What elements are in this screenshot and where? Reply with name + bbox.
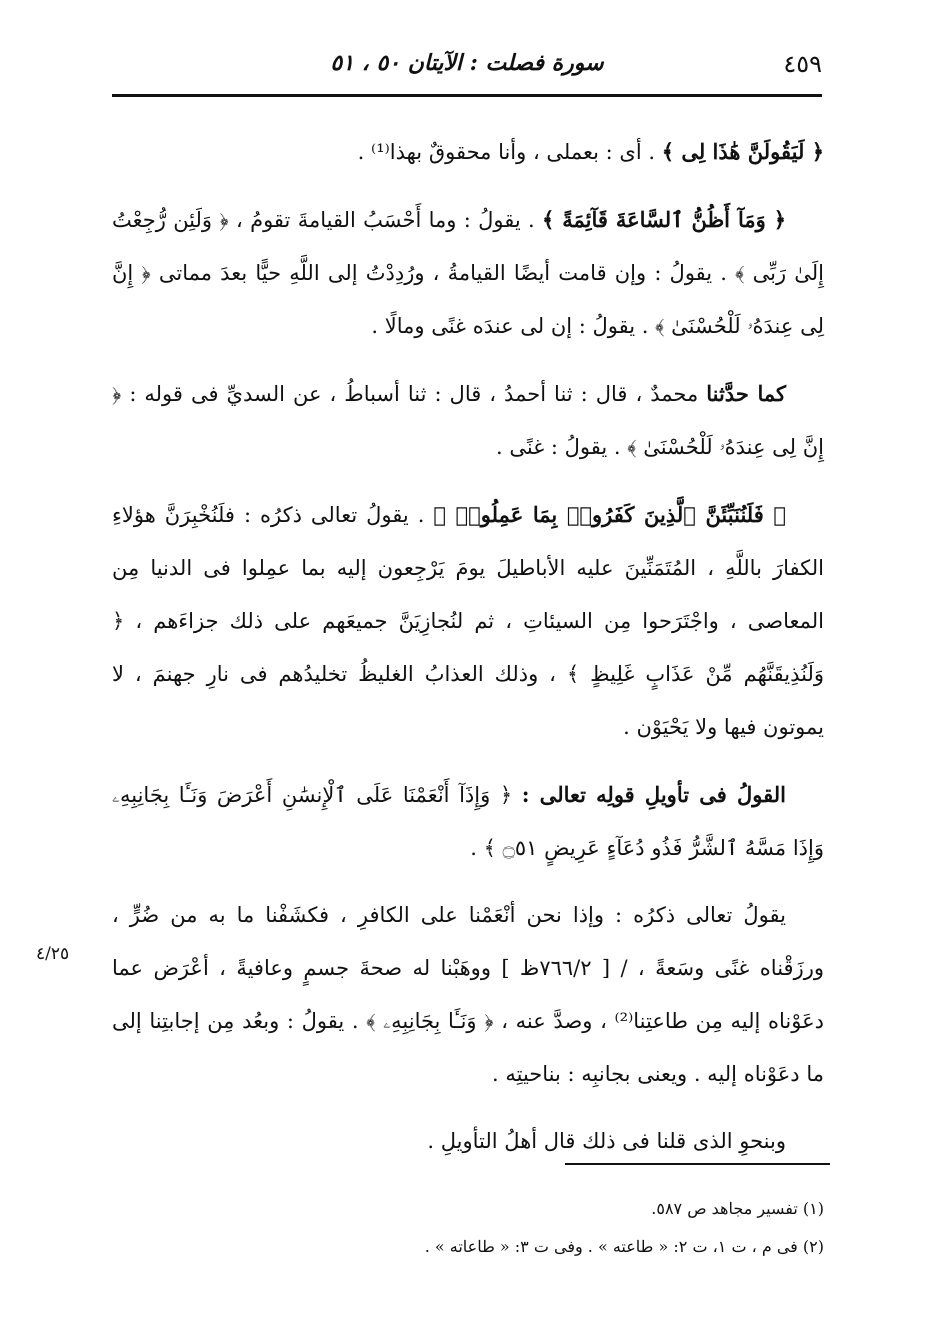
- paragraph-lead: كما حدَّثنا: [706, 381, 786, 406]
- paragraph-text: وبنحوِ الذى قلنا فى ذلك قال أهلُ التأويلِ .: [427, 1129, 786, 1153]
- margin-reference: ٤/٢٥: [36, 944, 70, 964]
- section-heading: القولُ فى تأويلِ قولِه تعالى :: [521, 782, 787, 807]
- footnote: (٢) فى م ، ت ١، ت ٢: « طاعته » . وفى ت ٣: « طاعاته » .: [424, 1237, 824, 1256]
- paragraph-text: . يقولُ تعالى ذكرُه : فلَنُخْبِرَنَّ هؤلاءِ الكفارَ باللَّهِ ، المُتَمَنِّينَ عليه الأباطيلَ يومَ يَرْجِعون إليه بما عمِلوا فى الدنيا مِن المعاصى ، واجْتَرَحوا مِن السيئاتِ ، ثم لنُجازِيَنَّ جميعَهم على ذلك جزاءَهم ، ﴿ وَلَنُذِيقَنَّهُم مِّنْ عَذَابٍ غَلِيظٍ ﴾ ، وذلك العذابُ الغليظُ تخليدُهم فى نارِ جهنمَ ، لا يموتون فيها ولا يَحْيَوْن .: [112, 503, 824, 739]
- paragraph-text: يقولُ تعالى ذكرُه : وإذا نحن أنْعَمْنا على الكافرِ ، فكشَفْنا ما به من ضُرٍّ ، ورزَقْناه غنًى وسَعةً ، / [ ٧٦٦/٢ظ ] ووهَبْنا له صحةَ جسمٍ وعافيةً ، أعْرَض عما دعَوْناه إليه مِن طاعتِنا⁽²⁾ ، وصدَّ عنه ، ﴿ وَنَـَٔا بِجَانِبِهِۦ ﴾ . يقولُ : وبعُد مِن إجابتِنا إلى ما دعَوْناه إليه . ويعنى بجانبِه : بناحيتِه .: [112, 903, 824, 1086]
- paragraph-text: . أى : بعملى ، وأنا محقوقٌ بهذا⁽¹⁾ .: [357, 140, 662, 164]
- paragraph: [112, 193, 824, 353]
- paragraph: [112, 488, 824, 754]
- quran-verse: ﴿ فَلَنُنَبِّئَنَّ ٱلَّذِينَ كَفَرُوا۟ بِمَا عَمِلُوا۟ ﴾: [433, 502, 786, 527]
- paragraph: [112, 125, 824, 179]
- page-header: [112, 44, 822, 97]
- paragraph-text: . يقولُ : وما أَحْسَبُ القيامةَ تقومُ ، ﴿ وَلَئِن رُّجِعْتُ إِلَىٰ رَبِّى ﴾ . يقولُ : وإن قامت أيضًا القيامةُ ، ورُدِدْتُ إلى اللَّهِ حيًّا بعدَ مماتى ﴿ إِنَّ لِى عِندَهُۥ لَلْحُسْنَىٰ ﴾ . يقولُ : إن لى عندَه غنًى ومالًا .: [112, 208, 824, 338]
- paragraph-text: ﴿ وَإِذَآ أَنْعَمْنَا عَلَى ٱلْإِنسَٰنِ أَعْرَضَ وَنَـَٔا بِجَانِبِهِۦ وَإِذَا مَسَّهُ ٱلشَّرُّ فَذُو دُعَآءٍ عَرِيضٍ ۝٥١ ﴾ .: [112, 783, 824, 860]
- quran-verse: ﴿ لَيَقُولَنَّ هَٰذَا لِى ﴾: [661, 139, 824, 164]
- paragraph: [112, 367, 824, 474]
- running-title: سورة فصلت : الآيتان ٥٠ ، ٥١: [330, 50, 604, 76]
- page-number: ٤٥٩: [783, 50, 822, 78]
- quran-verse: ﴿ وَمَآ أَظُنُّ ٱلسَّاعَةَ قَآئِمَةً ﴾: [542, 207, 786, 232]
- paragraph: [112, 768, 824, 875]
- paragraph: [112, 889, 824, 1101]
- paragraph-text: محمدٌ ، قال : ثنا أحمدُ ، قال : ثنا أسباطُ ، عن السديِّ فى قوله : ﴿ إِنَّ لِى عِندَهُۥ لَلْحُسْنَىٰ ﴾ . يقولُ : غنًى .: [112, 382, 824, 459]
- footnote-divider: [565, 1163, 830, 1165]
- main-text: [112, 125, 824, 1182]
- paragraph: [112, 1115, 824, 1168]
- footnotes: [112, 1190, 824, 1266]
- footnote: (١) تفسير مجاهد ص ٥٨٧.: [651, 1199, 824, 1218]
